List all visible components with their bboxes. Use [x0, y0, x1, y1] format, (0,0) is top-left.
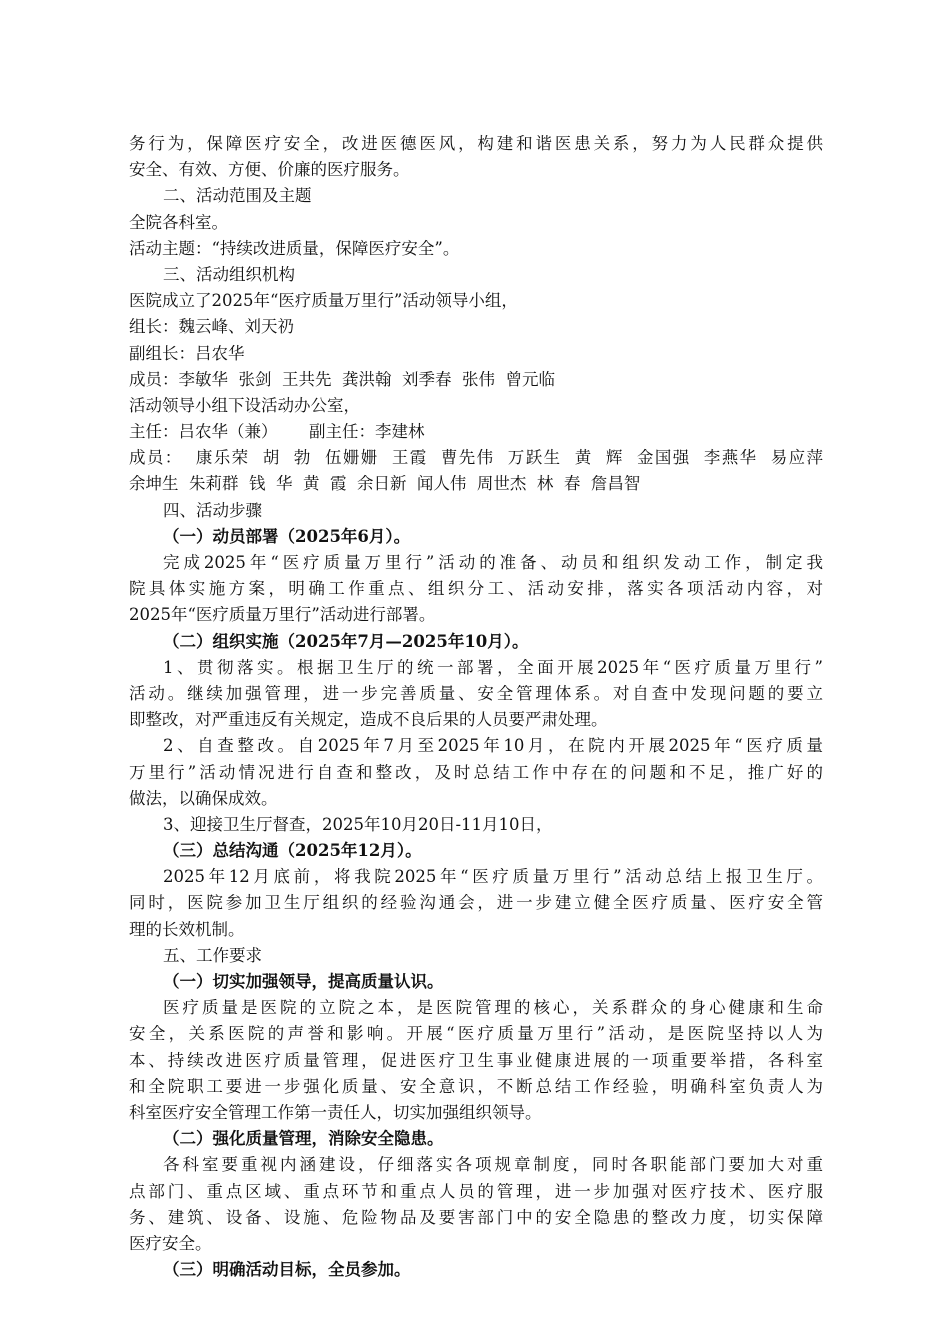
paragraph-line: 成员：李敏华 张剑 王共先 龚洪翰 刘季春 张伟 曾元临	[129, 369, 555, 389]
paragraph-line: 安全，关系医院的声誉和影响。开展“医疗质量万里行”活动，是医院坚持以人为	[129, 1024, 823, 1044]
paragraph-line: 务、建筑、设备、设施、危险物品及要害部门中的安全隐患的整改力度，切实保障	[129, 1207, 823, 1227]
paragraph-line: 主任：吕农华（兼） 副主任：李建林	[129, 422, 425, 442]
paragraph-line: 万里行”活动情况进行自查和整改，及时总结工作中存在的问题和不足，推广好的	[129, 762, 823, 782]
paragraph-line: 活动。继续加强管理，进一步完善质量、安全管理体系。对自查中发现问题的要立	[129, 683, 823, 703]
paragraph-line: 组长：魏云峰、刘天礽	[129, 317, 294, 337]
paragraph-line: 本、持续改进医疗质量管理，促进医疗卫生事业健康进展的一项重要举措，各科室	[129, 1050, 823, 1070]
section-heading: 四、活动步骤	[163, 500, 262, 520]
paragraph-line: 活动领导小组下设活动办公室，	[129, 395, 360, 415]
paragraph-line: 活动主题：“持续改进质量，保障医疗安全”。	[129, 238, 460, 258]
paragraph-line: 3、迎接卫生厅督查，2025年10月20日-11月10日，	[163, 814, 553, 834]
section-heading: 五、工作要求	[163, 945, 262, 965]
paragraph-line: 医院成立了2025年“医疗质量万里行”活动领导小组，	[129, 291, 518, 311]
document-body	[129, 131, 823, 1283]
subsection-heading: （一）切实加强领导，提高质量认识。	[163, 972, 444, 991]
subsection-heading: （二）强化质量管理，消除安全隐患。	[163, 1129, 444, 1149]
paragraph-line: 医疗安全。	[129, 1233, 212, 1253]
paragraph-line: 2、自查整改。自2025年7月至2025年10月，在院内开展2025年“医疗质量	[163, 736, 823, 756]
subsection-heading: （三）总结沟通（2025年12月）。	[163, 841, 422, 861]
paragraph-line: 同时，医院参加卫生厅组织的经验沟通会，进一步建立健全医疗质量、医疗安全管	[129, 893, 823, 913]
paragraph-line: 院具体实施方案，明确工作重点、组织分工、活动安排，落实各项活动内容，对	[129, 579, 823, 599]
paragraph-line: 医疗质量是医院的立院之本，是医院管理的核心，关系群众的身心健康和生命	[163, 998, 823, 1018]
paragraph-line: 点部门、重点区域、重点环节和重点人员的管理，进一步加强对医疗技术、医疗服	[129, 1181, 823, 1201]
subsection-heading: （一）动员部署（2025年6月）。	[163, 526, 411, 546]
subsection-heading: （三）明确活动目标，全员参加。	[163, 1260, 411, 1280]
paragraph-line: 和全院职工要进一步强化质量、安全意识，不断总结工作经验，明确科室负责人为	[129, 1076, 823, 1096]
paragraph-line: 理的长效机制。	[129, 919, 245, 939]
paragraph-line: 全院各科室。	[129, 212, 228, 232]
paragraph-line: 即整改，对严重违反有关规定，造成不良后果的人员要严肃处理。	[129, 710, 608, 730]
paragraph-line: 副组长：吕农华	[129, 343, 245, 363]
paragraph-line: 成员： 康乐荣 胡 勃 伍姗姗 王霞 曹先伟 万跃生 黄 辉 金国强 李燕华 易应萍	[129, 448, 823, 468]
paragraph-line: 完成2025年“医疗质量万里行”活动的准备、动员和组织发动工作，制定我	[163, 553, 823, 572]
section-heading: 二、活动范围及主题	[163, 186, 312, 206]
paragraph-line: 做法，以确保成效。	[129, 788, 278, 808]
paragraph-line: 务行为，保障医疗安全，改进医德医风，构建和谐医患关系，努力为人民群众提供	[129, 134, 823, 153]
paragraph-line: 1、贯彻落实。根据卫生厅的统一部署，全面开展2025年“医疗质量万里行”	[163, 657, 823, 677]
paragraph-line: 2025年12月底前，将我院2025年“医疗质量万里行”活动总结上报卫生厅。	[163, 867, 823, 887]
subsection-heading: （二）组织实施（2025年7月—2025年10月）。	[163, 631, 529, 651]
paragraph-line: 2025年“医疗质量万里行”活动进行部署。	[129, 605, 436, 625]
section-heading: 三、活动组织机构	[163, 264, 295, 284]
paragraph-line: 安全、有效、方便、价廉的医疗服务。	[129, 160, 410, 180]
paragraph-line: 余坤生 朱莉群 钱 华 黄 霞 余日新 闻人伟 周世杰 林 春 詹昌智	[129, 474, 641, 494]
paragraph-line: 各科室要重视内涵建设，仔细落实各项规章制度，同时各职能部门要加大对重	[163, 1155, 823, 1175]
paragraph-line: 科室医疗安全管理工作第一责任人，切实加强组织领导。	[129, 1102, 542, 1122]
